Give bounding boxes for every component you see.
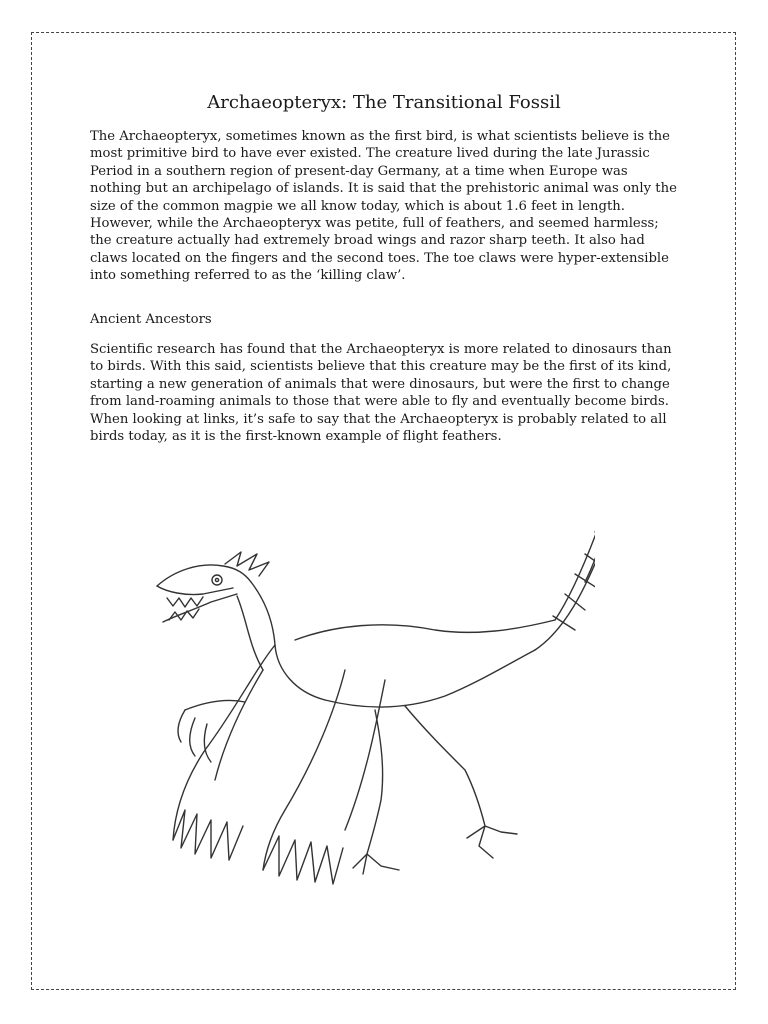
section-heading: Ancient Ancestors (90, 312, 212, 327)
intro-paragraph: The Archaeopteryx, sometimes known as the first bird, is what scientists believe is the most primitive bird to have ever existed. The creature lived during the late Jurassic Period in a southern region of present-day Germany, at a time when Europe was nothing but an archipelago of islands. It is said that the prehistoric animal was only the size of the common magpie we all know today, which is about 1.6 feet in length. However, while the Archaeopteryx was petite, full of feathers, and seemed harmless; the creature actually had extremely broad wings and razor sharp teeth. It also had claws located on the fingers and the second toes. The toe claws were hyper-extensible into something referred to as the ‘killing claw’. (90, 129, 677, 284)
document-title: Archaeopteryx: The Transitional Fossil (207, 92, 561, 113)
ancestors-paragraph: Scientific research has found that the Archaeopteryx is more related to dinosaurs than to birds. With this said, scientists believe that this creature may be the first of its kind, starting a new generation of animals that were dinosaurs, but were the first to change from land-roaming animals to those that were able to fly and eventually become birds. When looking at links, it’s safe to say that the Archaeopteryx is probably related to all birds today, as it is the first-known example of flight feathers. (90, 342, 672, 445)
archaeopteryx-illustration (145, 470, 595, 900)
